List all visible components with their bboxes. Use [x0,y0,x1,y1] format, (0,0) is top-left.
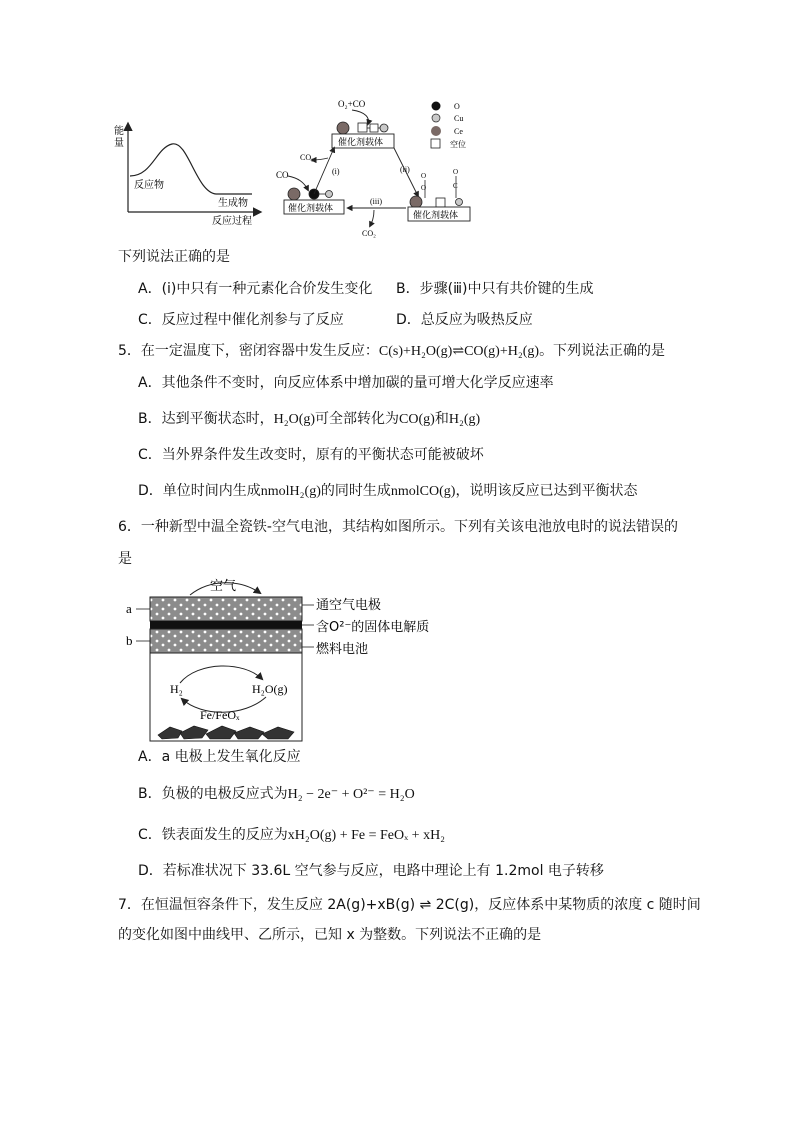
q6-option-b [138,784,415,805]
q5-d-pre: D．单位时间内生成 [138,483,261,499]
legend-o-swatch [432,102,441,111]
legend-vacancy-swatch [431,139,440,148]
q4-stem: 下列说法正确的是 [118,249,230,265]
q5-b-mid: 可全部转化为 [315,411,400,427]
bond-o-label-3: O [453,168,459,176]
q5-stem-prefix: 5．在一定温度下，密闭容器中发生反应： [118,343,379,359]
iron-air-battery-diagram [118,575,448,745]
q5-d-post: ，说明该反应已达到平衡状态 [455,483,638,499]
q6-b-equation: H₂ − 2e⁻ + O²⁻ = H₂O [287,787,415,802]
step-i-label: (i) [332,167,340,176]
q6-b-pre: B．负极的电极反应式为 [138,786,288,802]
air-label: 空气 [210,579,237,594]
q5-d-formula-1: nmolH₂(g) [260,484,321,499]
q5-stem-suffix: 。下列说法正确的是 [539,343,666,359]
q7-stem-line-1: 7．在恒温恒容条件下，发生反应 2A(g)+xB(g) ⇌ 2C(g)，反应体系中某物质的浓度 c 随时间 [118,897,701,913]
q5-d-mid: 的同时生成 [320,483,391,499]
legend-cu-swatch [432,114,440,122]
legend-ce-swatch [431,126,441,136]
y-axis-label-1: 能 [114,126,124,137]
fe-feox-label: Fe/FeOₓ [200,708,240,722]
q4-option-a: A．(ⅰ)中只有一种元素化合价发生变化 [138,281,373,297]
x-axis-label: 反应过程 [212,216,252,226]
solid-electrolyte-layer [150,621,302,629]
co2-out-left: CO₂ [300,153,314,162]
right-label-air-electrode: 通空气电极 [316,598,382,613]
label-a: a [126,601,132,616]
legend-vacancy: 空位 [450,140,466,149]
q6-c-pre: C．铁表面发生的反应为 [138,827,288,843]
q6-option-c [138,825,445,846]
q5-b-formula-2: CO(g) [399,412,435,427]
q5-equation: C(s)+H₂O(g)⇌CO(g)+H₂(g) [378,344,540,359]
step-ii-label: (ii) [400,165,410,174]
q5-b-and: 和 [434,411,449,427]
bond-c-label: C [453,182,458,190]
q4-option-b: B．步骤(ⅲ)中只有共价键的生成 [396,281,594,297]
vacancy-square [358,123,367,132]
energy-profile-diagram [112,118,270,226]
legend-o: O [454,102,460,111]
q5-option-b [138,409,480,430]
top-input-label: O₂+CO [338,99,366,109]
right-label-electrolyte: 含O²⁻的固体电解质 [316,620,430,635]
y-axis-label-2: 量 [114,138,124,149]
q5-b-formula-1: H₂O(g) [273,412,316,427]
right-label-fuel-cell: 燃料电池 [316,642,369,657]
co2-out-bottom: CO₂ [362,229,376,238]
label-b: b [126,633,133,648]
reactants-label: 反应物 [134,180,164,191]
carrier-label-left: 催化剂载体 [288,204,334,214]
q6-c-equation: xH₂O(g) + Fe = FeOₓ + xH₂ [287,828,446,843]
q4-option-d: D．总反应为吸热反应 [396,312,533,328]
q6-option-d: D．若标准状况下 33.6L 空气参与反应，电路中理论上有 1.2mol 电子转移 [138,863,604,879]
legend-ce: Ce [454,127,463,136]
q6-option-a: A．a 电极上发生氧化反应 [138,749,301,765]
q4-option-c: C．反应过程中催化剂参与了反应 [138,312,344,328]
q6-stem-line-2: 是 [118,551,132,567]
step-iii-label: (iii) [370,197,382,206]
h2-label: H₂ [170,682,183,696]
carrier-label-right: 催化剂载体 [413,211,459,221]
q5-b-formula-3: H₂(g) [448,412,481,427]
q5-option-d [138,481,637,502]
h2o-label: H₂O(g) [252,682,288,696]
catalytic-cycle-diagram [270,94,480,240]
bond-o-label: O [421,172,427,180]
q5-b-pre: B．达到平衡状态时， [138,411,274,427]
q5-option-a: A．其他条件不变时，向反应体系中增加碳的量可增大化学反应速率 [138,375,554,391]
q6-stem-line-1: 6．一种新型中温全瓷铁-空气电池，其结构如图所示。下列有关该电池放电时的说法错误的 [118,519,678,535]
ce-atom [337,122,349,134]
q5-stem [118,341,665,362]
products-label: 生成物 [218,198,248,209]
bond-o-label-2: O [421,184,427,192]
co-input-label: CO [276,170,289,180]
cu-atom [380,124,388,132]
q7-stem-line-2: 的变化如图中曲线甲、乙所示，已知 x 为整数。下列说法不正确的是 [118,927,542,943]
air-electrode-layer [150,597,302,621]
carrier-label-top: 催化剂载体 [338,138,384,148]
q5-option-c: C．当外界条件发生改变时，原有的平衡状态可能被破坏 [138,447,484,463]
q5-d-formula-2: nmolCO(g) [390,484,456,499]
legend-cu: Cu [454,114,464,123]
fuel-electrode-layer [150,629,302,653]
